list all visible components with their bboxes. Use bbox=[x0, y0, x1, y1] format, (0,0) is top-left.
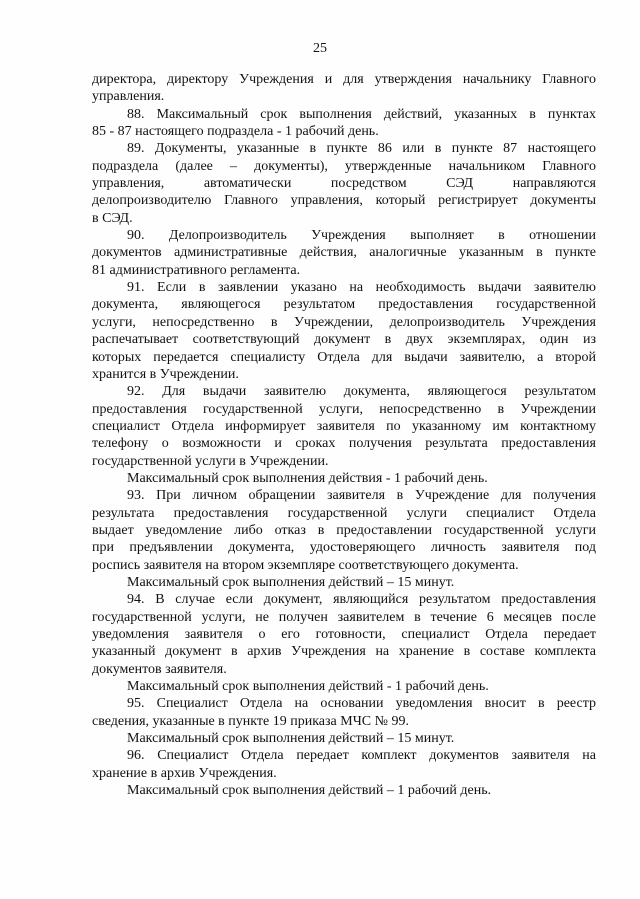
paragraph-line: выдает уведомление либо отказ в предоставлении государственной услуги bbox=[92, 522, 596, 538]
paragraph-line: подраздела (далее – документы), утвержденные начальником Главного bbox=[92, 158, 596, 174]
paragraph-line: 81 административного регламента. bbox=[92, 262, 301, 278]
paragraph-line: указанный документ в архив Учреждения на хранение в составе комплекта bbox=[92, 644, 596, 660]
paragraph-first-line: Максимальный срок выполнения действий - 1 рабочий день. bbox=[127, 679, 489, 695]
paragraph-first-line: 92. Для выдачи заявителю документа, являющегося результатом bbox=[127, 384, 596, 400]
page-number: 25 bbox=[313, 41, 327, 56]
paragraph-first-line: Максимальный срок выполнения действий – 15 минут. bbox=[127, 574, 455, 590]
paragraph-line: специалист Отдела информирует заявителя по указанному им контактному bbox=[92, 418, 596, 434]
paragraph-line: предоставления государственной услуги, непосредственно в Учреждении bbox=[92, 401, 596, 417]
paragraph-first-line: Максимальный срок выполнения действий – 1 рабочий день. bbox=[127, 783, 492, 799]
paragraph-first-line: 91. Если в заявлении указано на необходимость выдачи заявителю bbox=[127, 280, 596, 296]
paragraph-line: государственной услуги, не получен заявителем в течение 6 месяцев после bbox=[92, 609, 596, 625]
paragraph-line: государственной услуги в Учреждении. bbox=[92, 453, 329, 469]
paragraph-line: документов заявителя. bbox=[92, 661, 227, 677]
paragraph-first-line: Максимальный срок выполнения действий – 15 минут. bbox=[127, 731, 455, 747]
paragraph-line: директора, директору Учреждения и для утверждения начальнику Главного bbox=[92, 72, 596, 87]
paragraph-line: управления, автоматически посредством СЭД направляются bbox=[92, 176, 596, 192]
paragraph-line: результата предоставления государственной услуги специалист Отдела bbox=[92, 505, 596, 521]
paragraph-line: хранится в Учреждении. bbox=[92, 366, 239, 382]
paragraph-line: сведения, указанные в пункте 19 приказа МЧС № 99. bbox=[92, 713, 410, 729]
paragraph-line: документа, являющегося результатом предоставления государственной bbox=[92, 297, 596, 313]
paragraph-first-line: Максимальный срок выполнения действия - 1 рабочий день. bbox=[127, 470, 488, 486]
paragraph-first-line: 95. Специалист Отдела на основании уведомления вносит в реестр bbox=[127, 696, 596, 712]
paragraph-first-line: 88. Максимальный срок выполнения действий, указанных в пунктах bbox=[127, 106, 596, 122]
paragraph-line: управления. bbox=[92, 89, 165, 105]
paragraph-line: роспись заявителя на втором экземпляре соответствующего документа. bbox=[92, 557, 519, 573]
paragraph-line: распечатывает соответствующий документ в двух экземплярах, один из bbox=[92, 332, 596, 348]
paragraph-line: в СЭД. bbox=[92, 210, 133, 226]
paragraph-line: при предъявлении документа, удостоверяющего личность заявителя под bbox=[92, 540, 596, 556]
paragraph-line: хранение в архив Учреждения. bbox=[92, 765, 277, 781]
paragraph-first-line: 93. При личном обращении заявителя в Учреждение для получения bbox=[127, 488, 596, 504]
paragraph-line: которых передается специалисту Отдела для выдачи заявителю, а второй bbox=[92, 349, 596, 365]
paragraph-line: 85 - 87 настоящего подраздела - 1 рабочий день. bbox=[92, 124, 379, 140]
paragraph-line: делопроизводителю Главного управления, который регистрирует документы bbox=[92, 193, 596, 209]
paragraph-first-line: 94. В случае если документ, являющийся результатом предоставления bbox=[127, 592, 596, 608]
paragraph-line: документов административные действия, аналогичные указанным в пункте bbox=[92, 245, 596, 261]
paragraph-line: телефону о возможности и сроках получения результата предоставления bbox=[92, 436, 596, 452]
paragraph-line: услуги, непосредственно в Учреждении, делопроизводитель Учреждения bbox=[92, 314, 596, 330]
document-body bbox=[92, 71, 596, 799]
paragraph-line: уведомления заявителя о его готовности, специалист Отдела передает bbox=[92, 627, 596, 642]
paragraph-first-line: 96. Специалист Отдела передает комплект документов заявителя на bbox=[127, 748, 596, 764]
paragraph-first-line: 89. Документы, указанные в пункте 86 или в пункте 87 настоящего bbox=[127, 141, 596, 157]
paragraph-first-line: 90. Делопроизводитель Учреждения выполняет в отношении bbox=[127, 228, 596, 244]
